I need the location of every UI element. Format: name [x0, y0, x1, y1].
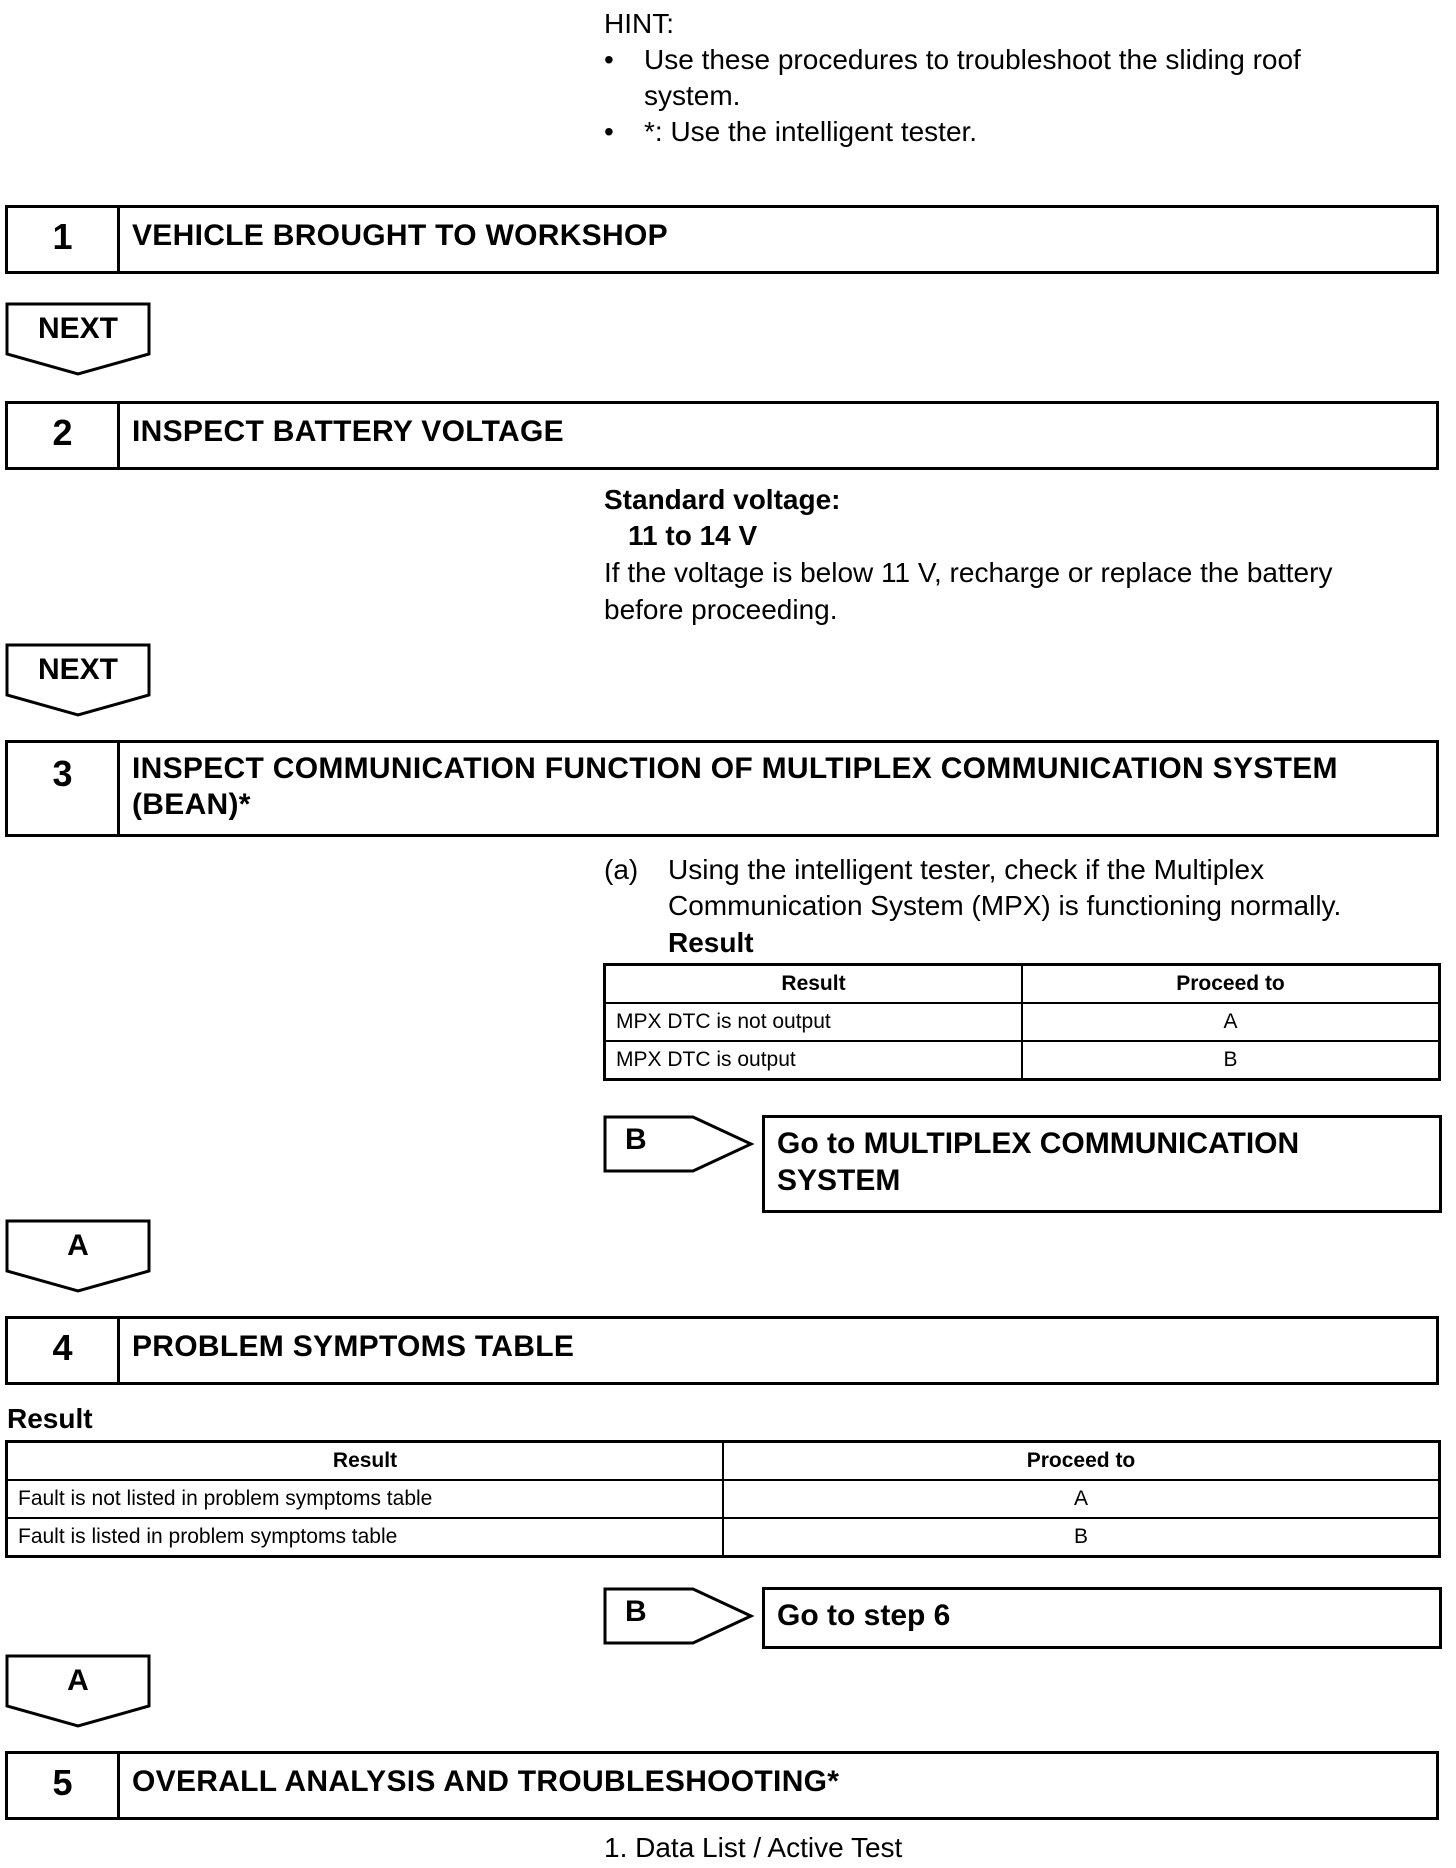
column-header: Result [7, 1442, 724, 1481]
step-title-line1: INSPECT COMMUNICATION FUNCTION OF MULTIPLEX COMMUNICATION SYSTEM [132, 752, 1338, 785]
goto-line2: SYSTEM [777, 1164, 901, 1197]
table-cell: A [723, 1480, 1440, 1518]
goto-line1: Go to MULTIPLEX COMMUNICATION [777, 1127, 1300, 1160]
step-title: OVERALL ANALYSIS AND TROUBLESHOOTING* [132, 1765, 840, 1798]
branch-label: A [67, 1664, 89, 1697]
next-label: NEXT [37, 653, 118, 686]
step-5-header [5, 1751, 1439, 1820]
hint-item-1-line1: Use these procedures to troubleshoot the sliding roof [644, 44, 1301, 75]
bullet-marker: • [604, 116, 614, 147]
standard-voltage-label: Standard voltage: [604, 484, 841, 515]
substep-line1: Using the intelligent tester, check if the Multiplex [668, 854, 1265, 885]
table-header-row [605, 965, 1440, 1004]
step-4-header [5, 1316, 1439, 1385]
table-cell: B [1022, 1041, 1440, 1080]
table-cell: A [1022, 1003, 1440, 1041]
standard-voltage-value: 11 to 14 V [628, 520, 758, 551]
branch-label: B [625, 1123, 647, 1156]
table-row [605, 1041, 1440, 1080]
table-cell: MPX DTC is not output [605, 1003, 1023, 1041]
result-label: Result [7, 1403, 93, 1434]
table-header-row [7, 1442, 1440, 1481]
hint-heading: HINT: [604, 8, 674, 39]
result-table [603, 963, 1441, 1081]
table-cell: MPX DTC is output [605, 1041, 1023, 1080]
next-arrow-tag [5, 302, 151, 376]
table-cell: Fault is not listed in problem symptoms table [7, 1480, 724, 1518]
table-cell: B [723, 1518, 1440, 1557]
goto-label: Go to step 6 [777, 1599, 951, 1632]
result-label: Result [668, 927, 754, 958]
hint-item-2: *: Use the intelligent tester. [644, 116, 978, 147]
step-number: 1 [8, 208, 120, 271]
substep-marker: (a) [604, 854, 639, 885]
bullet-marker: • [604, 44, 614, 75]
column-header: Result [605, 965, 1023, 1004]
next-label: NEXT [37, 312, 118, 345]
goto-step-6-link[interactable] [762, 1587, 1442, 1649]
step-number: 4 [8, 1319, 120, 1382]
branch-label: B [625, 1595, 647, 1628]
column-header: Proceed to [723, 1442, 1440, 1481]
voltage-note-line1: If the voltage is below 11 V, recharge or replace the battery [604, 557, 1333, 588]
a-arrow-tag [5, 1654, 151, 1728]
step-title-line2: (BEAN)* [132, 788, 251, 821]
result-table [5, 1440, 1441, 1558]
data-list-item: 1. Data List / Active Test [604, 1832, 903, 1863]
step-title: PROBLEM SYMPTOMS TABLE [132, 1330, 575, 1363]
step-title [120, 743, 1350, 834]
step-number: 5 [8, 1754, 120, 1817]
step-number: 3 [8, 743, 120, 834]
branch-label: A [67, 1229, 89, 1262]
voltage-note-line2: before proceeding. [604, 594, 838, 625]
table-row [7, 1518, 1440, 1557]
hint-list [604, 42, 1404, 162]
substep-line2: Communication System (MPX) is functioning normally. [668, 890, 1342, 921]
next-arrow-tag [5, 643, 151, 717]
step-2-header [5, 401, 1439, 470]
b-branch-tag [603, 1115, 755, 1173]
a-arrow-tag [5, 1219, 151, 1293]
column-header: Proceed to [1022, 965, 1440, 1004]
step-title: VEHICLE BROUGHT TO WORKSHOP [132, 219, 668, 252]
step-title: INSPECT BATTERY VOLTAGE [132, 415, 564, 448]
table-row [605, 1003, 1440, 1041]
hint-item-1-line2: system. [644, 80, 741, 111]
table-cell: Fault is listed in problem symptoms table [7, 1518, 724, 1557]
goto-multiplex-link[interactable] [762, 1115, 1442, 1213]
step-3-header [5, 740, 1439, 837]
step-1-header [5, 205, 1439, 274]
table-row [7, 1480, 1440, 1518]
step-number: 2 [8, 404, 120, 467]
b-branch-tag [603, 1587, 755, 1645]
